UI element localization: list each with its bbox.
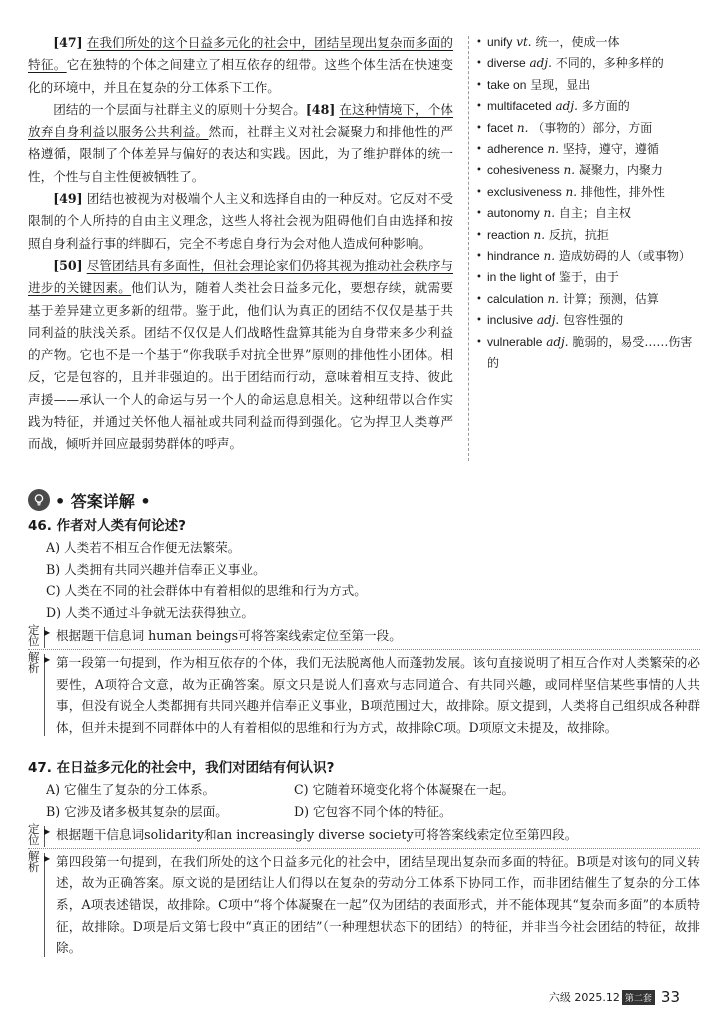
vocab-item: • unify vt. 统一，使成一体 [476, 32, 700, 53]
vocab-list [476, 32, 700, 375]
arrow-icon: ▶ [44, 827, 51, 837]
tag-line [44, 654, 45, 736]
paragraph-48-intro: 团结的一个层面与社群主义的原则十分契合。 [53, 101, 306, 117]
option-a: A) 它催生了复杂的分工体系。 [46, 782, 216, 797]
question-47 [28, 758, 700, 959]
options-grid [28, 779, 700, 822]
question-title: 47. 在日益多元化的社会中，我们对团结有何认识? [28, 760, 335, 776]
analysis-tag: 解析 [28, 649, 40, 675]
vocab-item: • reaction n. 反抗，抗拒 [476, 225, 700, 246]
locate-tag: 定位 [28, 822, 40, 848]
question-title: 46. 作者对人类有何论述? [28, 518, 186, 534]
option-b: B) 它涉及诸多极其复杂的层面。 [46, 803, 228, 819]
vocab-item: • adherence n. 坚持，遵守，遵循 [476, 139, 700, 160]
column-divider [468, 36, 469, 461]
vocab-item: • facet n. （事物的）部分，方面 [476, 118, 700, 139]
option-b: B) 人类拥有共同兴趣并信奉正义事业。 [46, 561, 266, 577]
dotted-divider [28, 848, 700, 849]
analysis-text: 第四段第一句提到，在我们所处的这个日益多元化的社会中，团结呈现出复杂而多面的特征。B项是对该句的同义转述，故为正确答案。原文说的是团结让人们得以在复杂的劳动分工体系下协同工作，而非团结催生了复杂的分工体系，A项表述错误，故排除。C项中“将个体凝聚在一起”仅为团结的表面形式，并不能体现其“复杂而多面”的本质特征，故排除。D项是后文第七段中“真正的团结”（一种理想状态下的团结）的特征，并非当今社会团结的特征，故排除。 [56, 853, 700, 956]
underlined-sentence-50: 尽管团结具有多面性，但社会理论家们仍将其视为推动社会秩序与进步的关键因素。 [28, 257, 453, 296]
analysis-text: 第一段第一句提到，作为相互依存的个体，我们无法脱离他人而蓬勃发展。该句直接说明了相互合作对人类繁荣的必要性，A项符合文意，故为正确答案。原文只是说人们喜欢与志同道合、有共同兴趣，或同样坚信某些事情的人共事，但没有说全人类都拥有共同兴趣并信奉正义事业，B项范围过大，故排除。原文提到，人类将自己组织成各种群体，但并未提到不同群体中的人有着相似的思维和行为方式，故排除C项。D项原文未提及，故排除。 [56, 654, 700, 735]
option-c: C) 人类在不同的社会群体中有着相似的思维和行为方式。 [46, 583, 367, 599]
arrow-icon: ▶ [44, 654, 51, 664]
vocab-item: • in the light of 鉴于，由于 [476, 267, 700, 288]
vocab-item: • exclusiveness n. 排他性，排外性 [476, 182, 700, 203]
option-a: A) 人类若不相互合作便无法繁荣。 [46, 540, 241, 555]
set-badge: 第二套 [622, 990, 655, 1005]
vocab-item: • multifaceted adj. 多方面的 [476, 96, 700, 117]
dotted-divider [28, 649, 700, 650]
underlined-sentence-47: 在我们所处的这个日益多元化的社会中，团结呈现出复杂而多面的特征。 [28, 35, 453, 73]
locate-text: 根据题干信息词solidarity和an increasingly diverse society可将答案线索定位至第四段。 [56, 827, 578, 843]
paragraph-47-rest: 它在独特的个体之间建立了相互依存的纽带。这些个体生活在快速变化的环境中，并且在复杂的分工体系下工作。 [28, 57, 454, 95]
arrow-icon: ▶ [44, 853, 51, 863]
question-46 [28, 516, 700, 738]
vocab-item: • autonomy n. 自主；自主权 [476, 203, 700, 224]
ref-49: [49] [53, 191, 83, 207]
vocab-item: • vulnerable adj. 脆弱的，易受……伤害的 [476, 332, 700, 375]
locate-text: 根据题干信息词 human beings可将答案线索定位至第一段。 [56, 628, 402, 644]
arrow-icon: ▶ [44, 628, 51, 638]
vocab-item: • diverse adj. 不同的，多种多样的 [476, 53, 700, 74]
ref-47: [47] [53, 35, 83, 50]
paragraph-49 [28, 188, 453, 255]
paragraph-49-text: 团结也被视为对极端个人主义和选择自由的一种反对。它反对不受限制的个人所持的自由主义理念，这些人将社会视为阻碍他们自由选择和按照自身利益行事的绊脚石，完全不考虑自身行为会对他人造成何种影响。 [28, 191, 453, 251]
paragraph-50 [28, 255, 453, 456]
locate-tag: 定位 [28, 623, 40, 649]
paragraph-50-rest: 他们认为，随着人类社会日益多元化，要想存续，就需要基于差异建立更多新的纽带。鉴于此，他们认为真正的团结不仅仅是基于共同利益的肤浅关系。团结不仅仅是人们战略性盘算其能为自身带来多少利益的产物。它也不是一个基于“你我联手对抗全世界”原则的排他性小团体。相反，它是包容的，且并非强迫的。出于团结而行动，意味着相互支持、彼此声援——承认一个人的命运与另一个人的命运息息相关。这种纽带以合作实践为特征，并通过关怀他人福祉或共同利益而得到强化。它为捍卫人类尊严而战，倾听并回应最弱势群体的呼声。 [28, 280, 454, 452]
vocab-item: • hindrance n. 造成妨碍的人（或事物） [476, 246, 700, 267]
vocab-item: • calculation n. 计算；预测，估算 [476, 289, 700, 310]
passage-text [28, 32, 453, 456]
lightbulb-icon [28, 489, 50, 511]
analysis-tag: 解析 [28, 848, 40, 874]
option-d: D) 它包容不同个体的特征。 [294, 803, 452, 819]
option-d: D) 人类不通过斗争就无法获得独立。 [46, 604, 254, 620]
answers-header [28, 486, 151, 514]
analysis-block [28, 649, 700, 738]
option-c: C) 它随着环境变化将个体凝聚在一起。 [294, 782, 515, 797]
tag-line [44, 853, 45, 957]
issue-label: 六级 2025.12 [548, 991, 620, 1004]
page-footer [549, 988, 680, 1006]
paragraph-48-rest: 然而，社群主义对社会凝聚力和排他性的严格遵循，限制了个体差异与偏好的表达和实践。因此，为了维护群体的统一性，个性与自主性便被牺牲了。 [28, 124, 454, 184]
paragraph-47 [28, 32, 453, 99]
locate-block [28, 625, 700, 650]
passage-area [28, 32, 700, 472]
vocab-item: • cohesiveness n. 凝聚力，内聚力 [476, 160, 700, 181]
paragraph-48 [28, 99, 453, 188]
locate-block [28, 824, 700, 849]
analysis-block [28, 848, 700, 959]
vocab-item: • take on 呈现，显出 [476, 75, 700, 96]
page-number: 33 [660, 988, 680, 1006]
answers-title: • 答案详解 • [55, 491, 151, 511]
underlined-sentence-48: 在这种情境下，个体放弃自身利益以服务公共利益。 [28, 101, 453, 140]
ref-50: [50] [53, 257, 83, 273]
ref-48: [48] [305, 101, 336, 117]
vocab-item: • inclusive adj. 包容性强的 [476, 310, 700, 331]
